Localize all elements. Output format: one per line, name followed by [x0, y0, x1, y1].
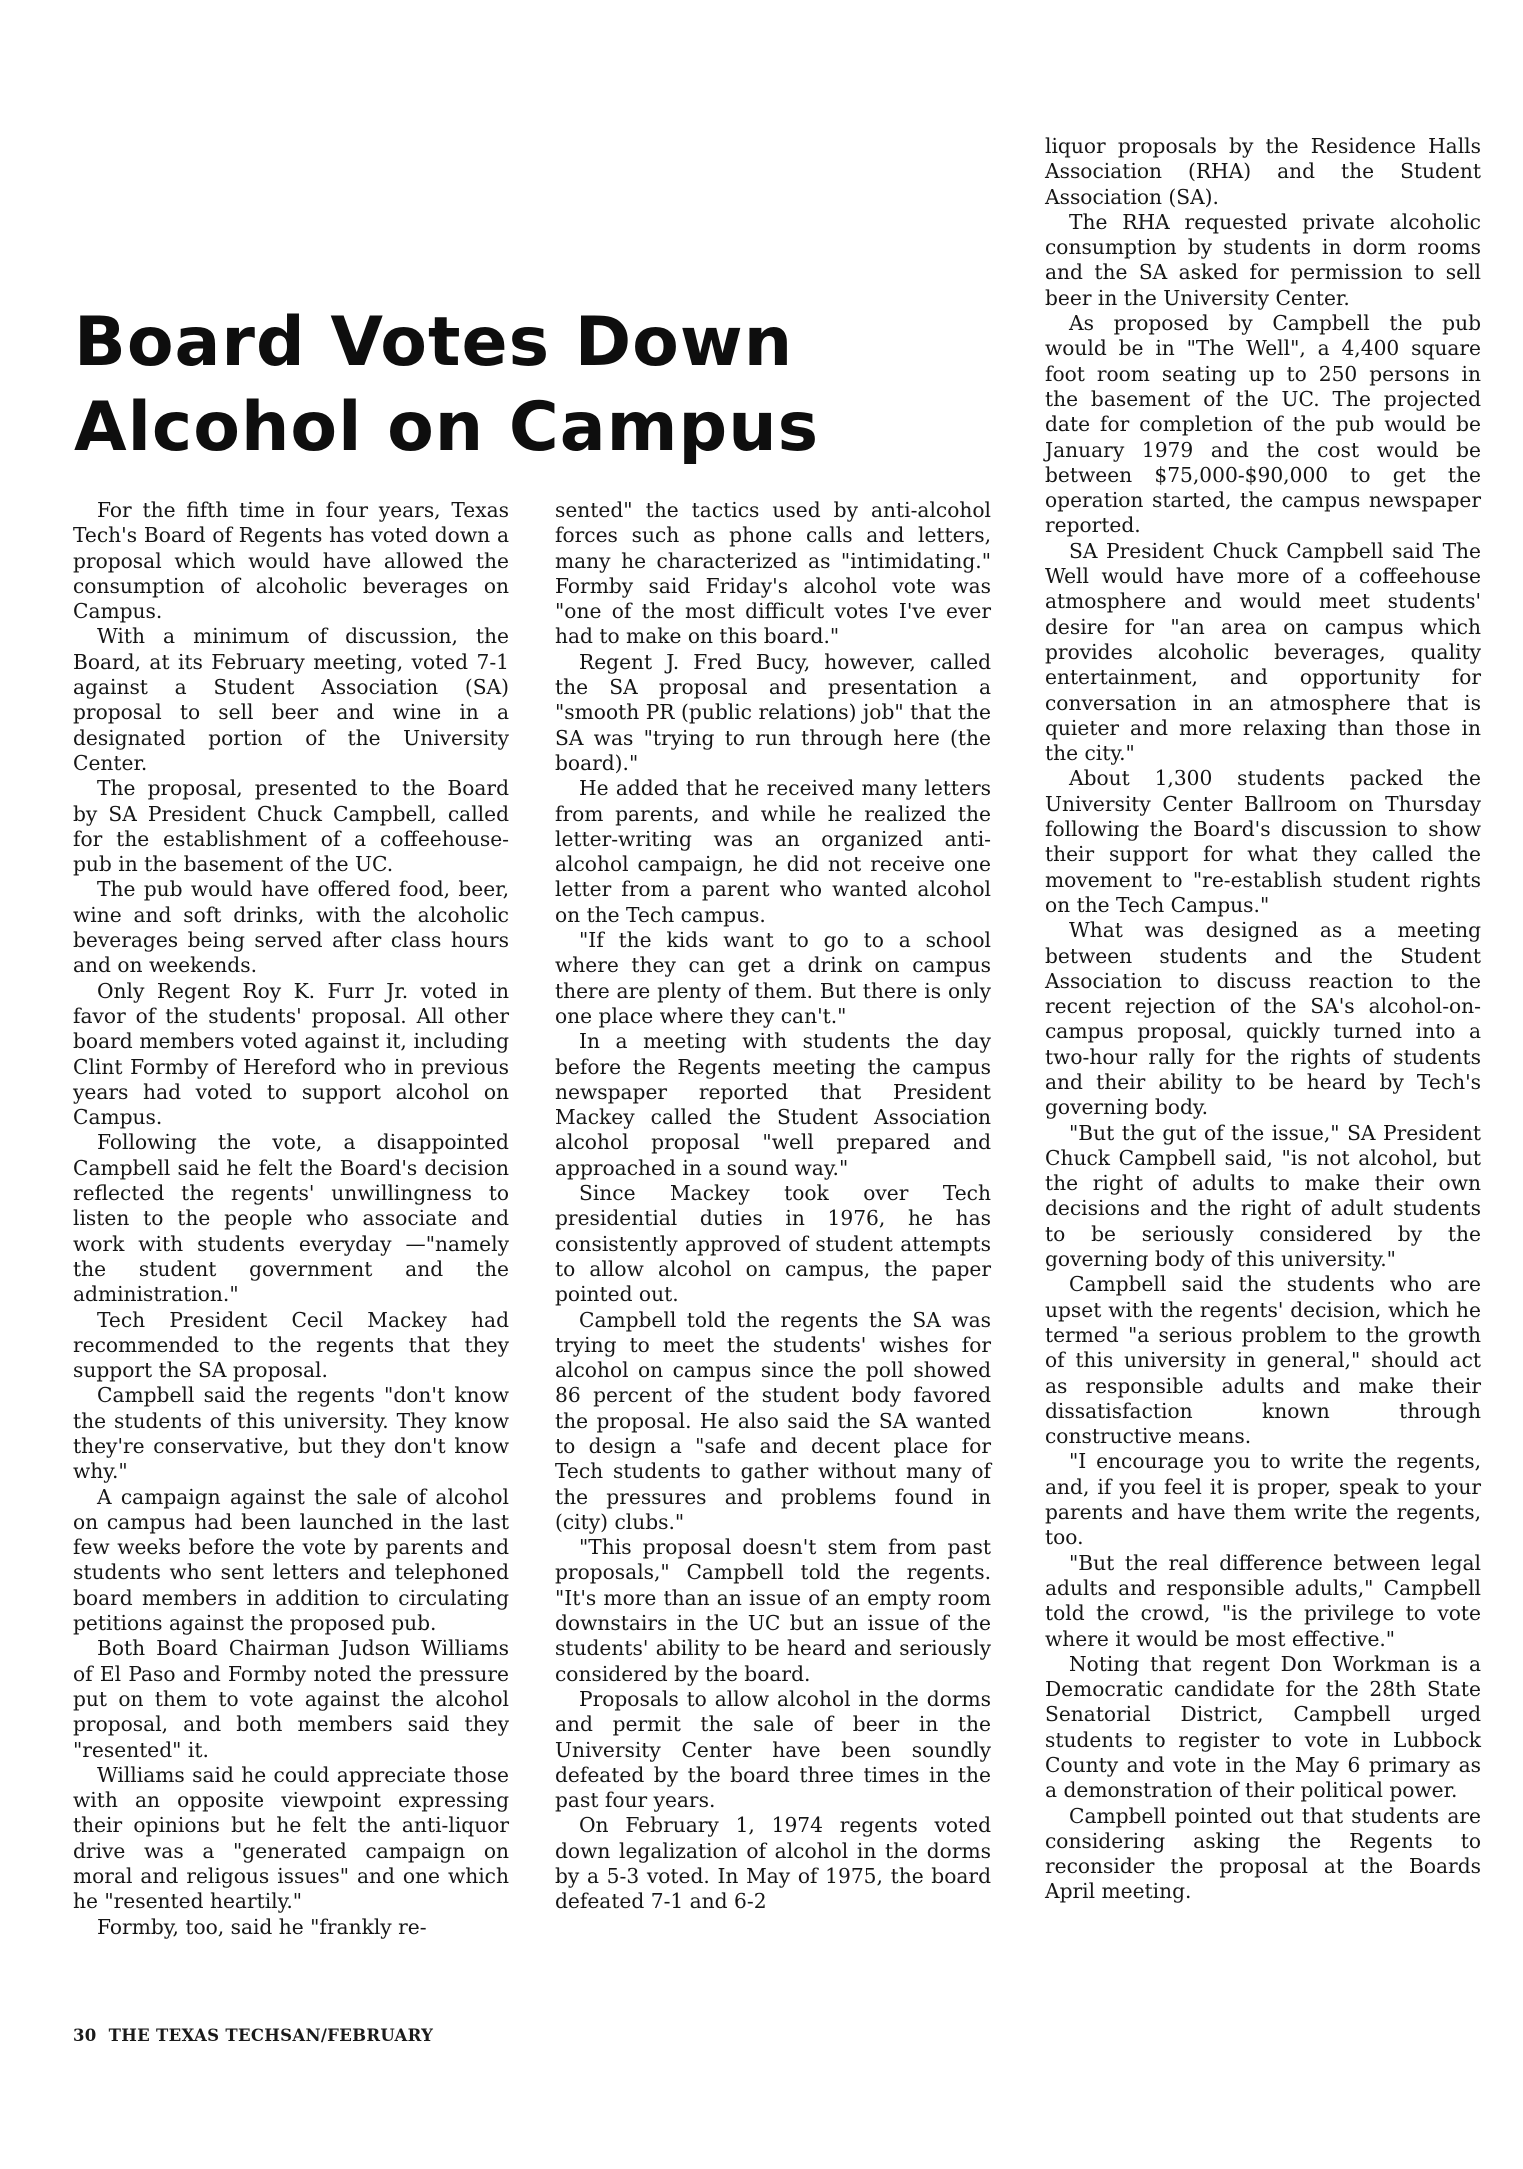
paragraph: Only Regent Roy K. Furr Jr. voted in favor of the students' proposal. All other board members voted against it, including Clint Formby of Hereford who in previous years had voted to support alcohol on Campus. [73, 978, 509, 1130]
paragraph: The RHA requested private alcoholic consumption by students in dorm rooms and the SA asked for permission to sell beer in the University Center. [1045, 209, 1481, 310]
paragraph: Regent J. Fred Bucy, however, called the SA proposal and presentation a "smooth PR (public relations) job" that the SA was "trying to run through here (the board)." [555, 649, 991, 775]
paragraph: Campbell said the students who are upset with the regents' decision, which he termed "a serious problem to the growth of this university in general," should act as responsible adults and make their dissatisfaction known through constructive means. [1045, 1272, 1481, 1449]
paragraph: "But the gut of the issue," SA President Chuck Campbell said, "is not alcohol, but the right of adults to make their own decisions and the right of adult students to be seriously considered by the governing body of this university." [1045, 1120, 1481, 1272]
publication-name: THE TEXAS TECHSAN/FEBRUARY [108, 2026, 434, 2045]
paragraph: As proposed by Campbell the pub would be in "The Well", a 4,400 square foot room seating up to 250 persons in the basement of the UC. The projected date for completion of the pub would be January 1979 and the cost would be between $75,000-$90,000 to get the operation started, the campus newspaper reported. [1045, 311, 1481, 538]
headline-line-1: Board Votes Down [74, 303, 794, 382]
paragraph: A campaign against the sale of alcohol on campus had been launched in the last few weeks before the vote by parents and students who sent letters and telephoned board members in addition to circulating petitions against the proposed pub. [73, 1484, 509, 1636]
paragraph: On February 1, 1974 regents voted down legalization of alcohol in the dorms by a 5-3 voted. In May of 1975, the board defeated 7-1 and 6-2 [555, 1813, 991, 1914]
paragraph: Both Board Chairman Judson Williams of El Paso and Formby noted the pressure put on them to vote against the alcohol proposal, and both members said they "resented" it. [73, 1636, 509, 1762]
paragraph: Proposals to allow alcohol in the dorms and permit the sale of beer in the University Center have been soundly defeated by the board three times in the past four years. [555, 1686, 991, 1813]
paragraph: Tech President Cecil Mackey had recommended to the regents that they support the SA proposal. [73, 1307, 509, 1383]
paragraph: With a minimum of discussion, the Board, at its February meeting, voted 7-1 against a Student Association (SA) proposal to sell beer and wine in a designated portion of the University Center. [73, 624, 509, 775]
paragraph-continued: sented" the tactics used by anti-alcohol forces such as phone calls and letters, many he characterized as "intimidating." Formby said Friday's alcohol vote was "one of the most difficult votes I've ever had to make on this board." [555, 498, 991, 649]
paragraph: The proposal, presented to the Board by SA President Chuck Campbell, called for the establishment of a coffeehouse-pub in the basement of the UC. [73, 776, 509, 877]
paragraph: Since Mackey took over Tech presidential duties in 1976, he has consistently approved of student attempts to allow alcohol on campus, the paper pointed out. [555, 1181, 991, 1307]
paragraph: Formby, too, said he "frankly re- [97, 1914, 427, 1939]
paragraph: For the fifth time in four years, Texas Tech's Board of Regents has voted down a proposal which would have allowed the consumption of alcoholic beverages on Campus. [73, 498, 509, 624]
paragraph: Williams said he could appreciate those with an opposite viewpoint expressing their opinions but he felt the anti-liquor drive was a "generated campaign on moral and religous issues" and one which he "resented heartily." [73, 1762, 509, 1914]
paragraph: He added that he received many letters from parents, and while he realized the letter-writing was an organized anti-alcohol campaign, he did not receive one letter from a parent who wanted alcohol on the Tech campus. [555, 776, 991, 927]
article-column-1 [73, 498, 509, 1940]
page-footer [73, 2026, 433, 2045]
paragraph: Campbell told the regents the SA was trying to meet the students' wishes for alcohol on campus since the poll showed 86 percent of the student body favored the proposal. He also said the SA wanted to design a "safe and decent place for Tech students to gather without many of the pressures and problems found in (city) clubs." [555, 1307, 991, 1534]
paragraph: The pub would have offered food, beer, wine and soft drinks, with the alcoholic beverages being served after class hours and on weekends. [73, 877, 509, 978]
paragraph-continued: liquor proposals by the Residence Halls Association (RHA) and the Student Association (SA). [1045, 134, 1481, 209]
paragraph: "This proposal doesn't stem from past proposals," Campbell told the regents. "It's more than an issue of an empty room downstairs in the UC but an issue of the students' ability to be heard and seriously considered by the board. [555, 1535, 991, 1686]
paragraph: "But the real difference between legal adults and responsible adults," Campbell told the crowd, "is the privilege to vote where it would be most effective." [1045, 1550, 1481, 1651]
article-column-3 [1045, 134, 1481, 1905]
paragraph: About 1,300 students packed the University Center Ballroom on Thursday following the Board's discussion to show their support for what they called the movement to "re-establish student rights on the Tech Campus." [1045, 766, 1481, 917]
paragraph: In a meeting with students the day before the Regents meeting the campus newspaper reported that President Mackey called the Student Association alcohol proposal "well prepared and approached in a sound way." [555, 1029, 991, 1180]
page-number: 30 [73, 2026, 97, 2045]
paragraph: Following the vote, a disappointed Campbell said he felt the Board's decision reflected the regents' unwillingness to listen to the people who associate and work with students everyday —"namely the student government and the administration." [73, 1130, 509, 1307]
headline-line-2: Alcohol on Campus [74, 388, 820, 467]
article-column-2 [555, 498, 991, 1915]
paragraph: Noting that regent Don Workman is a Democratic candidate for the 28th State Senatorial District, Campbell urged students to register to vote in Lubbock County and vote in the May 6 primary as a demonstration of their political power. [1045, 1651, 1481, 1803]
paragraph: What was designed as a meeting between students and the Student Association to discuss reaction to the recent rejection of the SA's alcohol-on-campus proposal, quickly turned into a two-hour rally for the rights of students and their ability to be heard by Tech's governing body. [1045, 918, 1481, 1120]
article-headline [74, 300, 820, 470]
paragraph: SA President Chuck Campbell said The Well would have more of a coffeehouse atmosphere and would meet students' desire for "an area on campus which provides alcoholic beverages, quality entertainment, and opportunity for conversation in an atmosphere that is quieter and more relaxing than those in the city." [1045, 538, 1481, 766]
paragraph: Campbell pointed out that students are considering asking the Regents to reconsider the proposal at the Boards April meeting. [1045, 1803, 1481, 1904]
paragraph: Campbell said the regents "don't know the students of this university. They know they're conservative, but they don't know why." [73, 1383, 509, 1484]
paragraph: "If the kids want to go to a school where they can get a drink on campus there are plenty of them. But there is only one place where they can't." [555, 928, 991, 1028]
paragraph: "I encourage you to write the regents, and, if you feel it is proper, speak to your parents and have them write the regents, too. [1045, 1449, 1481, 1550]
